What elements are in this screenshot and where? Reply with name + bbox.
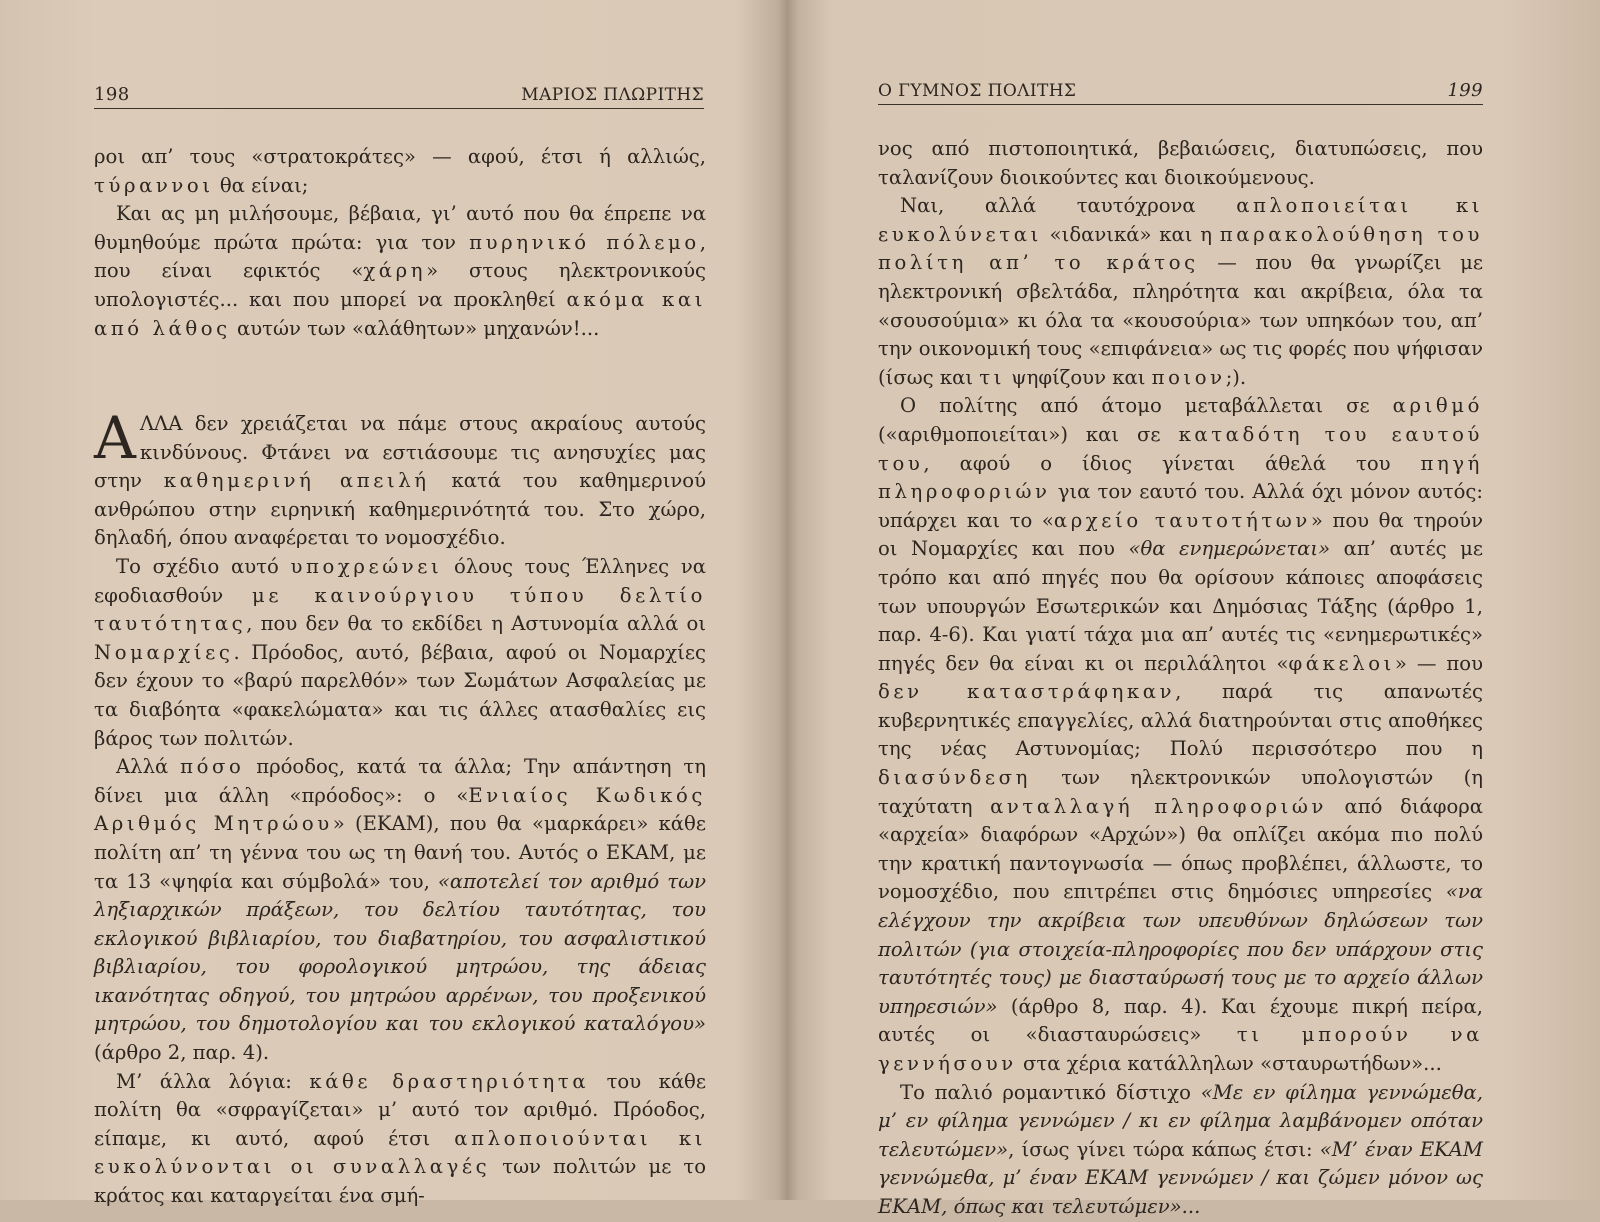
left-text-block-2 [94,404,707,1211]
paragraph [878,1079,1483,1222]
text-run: ποιον [1151,365,1226,389]
text-run: τι [979,365,1006,389]
text-run: Ναι, αλλά ταυτόχρονα [900,194,1237,218]
text-run: αριθμό [1392,394,1483,418]
running-head-title: Ο ΓΥΜΝΟΣ ΠΟΛΙΤΗΣ [878,81,1077,101]
text-run: ΛΛΑ δεν χρειάζεται να πάμε στους ακραίους αυτούς κινδύνους. Φτάνει να εστιάσουμε τις ανησυχίες μας στην [94,412,706,493]
text-run: Μ’ άλλα λόγια: [116,1069,310,1093]
text-run: «θα ενημερώνεται» [1128,537,1331,561]
text-run: νος από πιστοποιητικά, βεβαιώσεις, διατυπώσεις, που ταλανίζουν διοικούντες και διοικούμενους. [878,137,1483,189]
text-run: θα είναι; [213,173,309,197]
text-run: Το σχέδιο αυτό [116,554,291,578]
text-run: τι μπορούν να γεννήσουν [878,1023,1484,1075]
text-run: καταδότη του εαυτού του [878,422,1484,475]
text-run: ροι απ’ τους «στρατοκράτες» — αφού, έτσι ή αλλιώς, [94,145,706,168]
text-run: , που δεν θα το εκδίδει η Αστυνομία αλλά οι [246,612,706,636]
text-run: , παρά τις απανωτές κυβερνητικές επαγγελίες, αλλά διατηρούνται στις αποθήκες της νέας Αστυνομίας; Πολύ περισσότερο που η [878,680,1483,761]
text-run: πρόοδος, κατά τα άλλα; Την απάντηση τη δίνει μια άλλη «πρόοδος»: ο « [94,755,706,807]
paragraph [878,392,1483,1078]
text-run: πηγή πληροφοριών [878,451,1483,504]
text-run: παρακολούθηση του πολίτη απ’ το κράτος [878,222,1483,275]
text-run: «ιδανικά» και η [1041,222,1220,246]
text-run: , ίσως γίνει τώρα κάπως έτσι: [1008,1137,1320,1161]
text-run: κατά του καθημερινού ανθρώπου στην ειρηνική καθημερινότητά του. Στο χώρο, δηλαδή, όπου αναφέρεται το νομοσχέδιο. [94,469,706,550]
page-number-left: 198 [94,84,130,105]
text-run: («αριθμοποιείται») και σε [878,422,1179,446]
text-run: Αλλά [116,755,181,779]
text-run: απλοποιούνται κι ευκολύνονται οι συναλλαγές [94,1126,706,1179]
text-run: των ηλεκτρονικών υπολογιστών (η ταχύτατη [878,766,1483,818]
text-run: , αφού ο ίδιος γίνεται άθελά του [923,451,1421,475]
right-page [790,0,1600,1218]
running-head-author: ΜΑΡΙΟΣ ΠΛΩΡΙΤΗΣ [521,85,704,105]
text-run: με καινούργιου τύπου δελτίο ταυτότητας [94,583,706,636]
text-run: όλους τους Έλληνες να εφοδιασθούν [94,554,706,607]
text-run: (άρθρο 2, παρ. 4). [94,1041,270,1065]
text-run: διασύνδεση [878,766,1031,790]
text-run: , που είναι εφικτός « [94,230,707,283]
paragraph [94,753,706,1068]
left-text-block-2-body [94,404,707,1211]
text-run: ψηφίζουν και [1005,365,1152,389]
text-run: για τον εαυτό του. Αλλά όχι μόνον αυτός: υπάρχει και το « [878,480,1483,532]
text-run: » (ΕΚΑΜ), που θα «μαρκάρει» κάθε πολίτη απ’ τη γέννα του ως τη θανή του. Αυτός ο ΕΚΑΜ, με τα 13 «ψηφία και σύμβολά» του, [94,812,706,893]
text-run: Νομαρχίες [94,640,234,664]
text-run: κάθε δραστηριότητα [309,1069,590,1093]
text-run: «Μ’ έναν ΕΚΑΜ γεννώμεθα, μ’ έναν ΕΚΑΜ γεννώμεν / και ζώμεν μόνον ως ΕΚΑΜ, όπως και τελευτώμεν»... [878,1137,1483,1218]
drop-cap: Α [94,404,136,472]
text-run: των πολιτών με το κράτος και καταργείται ένα σμή- [94,1155,706,1208]
left-running-header [94,80,704,109]
paragraph [94,1068,706,1211]
paragraph [94,553,706,753]
text-run: — που θα γνωρίζει με ηλεκτρονική σβελτάδα, πληρότητα και ακρίβεια, όλα τα «σουσούμια» κι όλα τα «κουσούρια» των υπηκόων του, απ’ την οικονομική τους «επιφάνεια» ως τις φορές που ψήφισαν (ίσως και [878,251,1483,389]
text-run: Ενιαίος Κωδικός Αριθμός Μητρώου [94,783,707,836]
text-run: » — που [1394,651,1483,675]
text-run: (άρθρο 8, παρ. 4). Και έχουμε πικρή πείρα, αυτές οι «διασταυρώσεις» [878,994,1483,1047]
text-run: στα χέρια κατάλληλων «σταυρωτήδων»... [1016,1052,1442,1075]
paragraph [94,143,706,200]
text-run: δεν καταστράφηκαν [878,680,1176,704]
paragraph [94,404,706,553]
text-run: χάρη [363,259,427,283]
left-page [0,0,788,1208]
right-running-header [878,76,1483,105]
text-run: πόσο [180,755,245,779]
text-run: » στους ηλεκτρονικούς υπολογιστές... και που μπορεί να προκληθεί [94,259,706,311]
text-run: Και ας μη μιλήσουμε, βέβαια, γι’ αυτό που θα έπρεπε να θυμηθούμε πρώτα πρώτα: για τον [94,202,706,254]
text-run: ;). [1225,365,1247,389]
text-run: » που θα τηρούν οι Νομαρχίες και που [878,508,1484,561]
text-run: απλοποιείται κι ευκολύνεται [878,194,1483,246]
text-run: τύραννοι [94,173,214,197]
text-run: «να ελέγχουν την ακρίβεια των υπευθύνων δηλώσεων των πολιτών (για στοιχεία-πληροφορίες που δεν υπάρχουν στις ταυτότητές τους) με διασταύρωσή τους με το αρχείο άλλων υπηρεσιών» [878,880,1483,1018]
left-text-block-1 [94,143,706,343]
text-run: αυτών των «αλάθητων» μηχανών!... [230,316,600,340]
text-run: Ο πολίτης από άτομο μεταβάλλεται σε [900,394,1393,418]
text-run: ανταλλαγή πληροφοριών [990,794,1327,818]
text-run: «αποτελεί τον αριθμό των ληξιαρχικών πράξεων, του δελτίου ταυτότητας, του εκλογικού βιβλιαρίου, του διαβατηρίου, του ασφαλιστικού βιβλιαρίου, του φορολογικού μητρώου, της άδειας ικανότητας οδηγού, του μητρώου αρρένων, του προξενικού μητρώου, του δημοτολογίου και του εκλογικού καταλόγου» [94,869,706,1036]
text-run: αρχείο ταυτοτήτων [1053,508,1311,532]
text-run: φάκελοι [1288,651,1395,675]
text-run: καθημερινή απειλή [163,469,430,493]
right-text-block [878,135,1483,1222]
text-run: ακόμα και από λάθος [94,287,706,340]
text-run: από διάφορα «αρχεία» διαφόρων «Αρχών») θα οπλίζει ακόμα πιο πολύ την κρατική παντογνωσία — όπως προβλέπει, άλλωστε, το νομοσχέδιο, που επιτρέπει στις δημόσιες υπηρεσίες [878,794,1484,904]
text-run: «Με εν φίλημα γεννώμεθα, μ’ εν φίλημα γεννώμεν / κι εν φίλημα λαμβάνομεν οπόταν τελευτώμεν» [878,1080,1483,1161]
paragraph [94,200,706,343]
paragraph [878,135,1483,192]
page-number-right: 199 [1447,80,1483,101]
paragraph [878,192,1483,392]
text-run: Το παλιό ρομαντικό δίστιχο [900,1080,1201,1104]
text-run: πυρηνικό πόλεμο [469,230,700,254]
text-run: υποχρεώνει [290,554,443,578]
text-run: απ’ αυτές με τρόπο και από πηγές που θα ορίσουν κάποιες αποφάσεις των υπουργών Εσωτερικών και Δημόσιας Τάξης (άρθρο 1, παρ. 4-6). Και γιατί τάχα μια απ’ αυτές τις «ενημερωτικές» πηγές δεν θα είναι κι οι περιλάλητοι « [878,537,1483,675]
text-run: του κάθε πολίτη θα «σφραγίζεται» μ’ αυτό τον αριθμό. Πρόοδος, είπαμε, κι αυτό, αφού έτσι [94,1069,706,1150]
text-run: . Πρόοδος, αυτό, βέβαια, αφού οι Νομαρχίες δεν έχουν το «βαρύ παρελθόν» των Σωμάτων Ασφαλείας με τα διαβόητα «φακελώματα» και τις άλλες ατασθαλίες εις βάρος των πολιτών. [94,640,706,750]
